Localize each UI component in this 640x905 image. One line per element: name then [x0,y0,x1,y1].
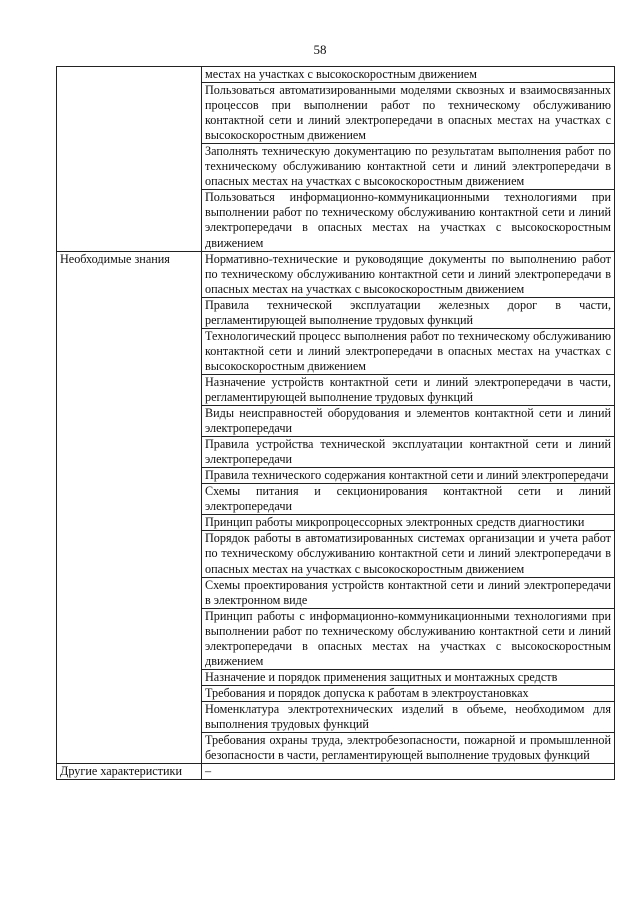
row-label-required-knowledge: Необходимые знания [57,251,202,764]
table-row [57,251,615,297]
table-cell: Порядок работы в автоматизированных системах организации и учета работ по техническому обслуживанию контактной сети и линий электропередачи в опасных местах на участках с высокоскоростным движением [202,531,615,577]
table-cell: Виды неисправностей оборудования и элементов контактной сети и линий электропередачи [202,406,615,437]
table-cell: Принцип работы с информационно-коммуникационными технологиями при выполнении работ по техническому обслуживанию контактной сети и линий электропередачи в опасных местах на участках с высокоскоростным движением [202,608,615,669]
table-cell: Принцип работы микропроцессорных электронных средств диагностики [202,515,615,531]
page-number: 58 [313,42,327,57]
table-cell: Схемы питания и секционирования контактной сети и линий электропередачи [202,484,615,515]
table-cell: Требования и порядок допуска к работам в электроустановках [202,685,615,701]
table-cell: Правила технического содержания контактной сети и линий электропередачи [202,468,615,484]
row-label-other-characteristics: Другие характеристики [57,764,202,780]
table-row [57,764,615,780]
requirements-table [56,66,615,780]
table-cell: Пользоваться автоматизированными моделями сквозных и взаимосвязанных процессов при выполнении работ по техническому обслуживанию контактной сети и линий электропередачи в опасных местах на участках с высокоскоростным движением [202,83,615,144]
table-cell: Пользоваться информационно-коммуникационными технологиями при выполнении работ по техническому обслуживанию контактной сети и линий электропередачи в опасных местах на участках с высокоскоростным движением [202,190,615,251]
table-cell: Правила технической эксплуатации железных дорог в части, регламентирующей выполнение трудовых функций [202,297,615,328]
table-cell: Назначение и порядок применения защитных и монтажных средств [202,669,615,685]
table-cell: Схемы проектирования устройств контактной сети и линий электропередачи в электронном виде [202,577,615,608]
table-cell: Правила устройства технической эксплуатации контактной сети и линий электропередачи [202,437,615,468]
table-cell: Заполнять техническую документацию по результатам выполнения работ по техническому обслуживанию контактной сети и линий электропередачи в опасных местах на участках с высокоскоростным движением [202,144,615,190]
table-cell: Технологический процесс выполнения работ по техническому обслуживанию контактной сети и линий электропередачи в опасных местах на участках с высокоскоростным движением [202,328,615,374]
table-cell: местах на участках с высокоскоростным движением [202,67,615,83]
table-cell: – [202,764,615,780]
table-cell: Нормативно-технические и руководящие документы по выполнению работ по техническому обслуживанию контактной сети и линий электропередачи в опасных местах на участках с высокоскоростным движением [202,251,615,297]
table-cell: Номенклатура электротехнических изделий в объеме, необходимом для выполнения трудовых функций [202,701,615,732]
table-row [57,67,615,83]
table-cell: Назначение устройств контактной сети и линий электропередачи в части, регламентирующей выполнение трудовых функций [202,374,615,405]
row-label-skills-continued [57,67,202,252]
table-cell: Требования охраны труда, электробезопасности, пожарной и промышленной безопасности в части, регламентирующей выполнение трудовых функций [202,733,615,764]
